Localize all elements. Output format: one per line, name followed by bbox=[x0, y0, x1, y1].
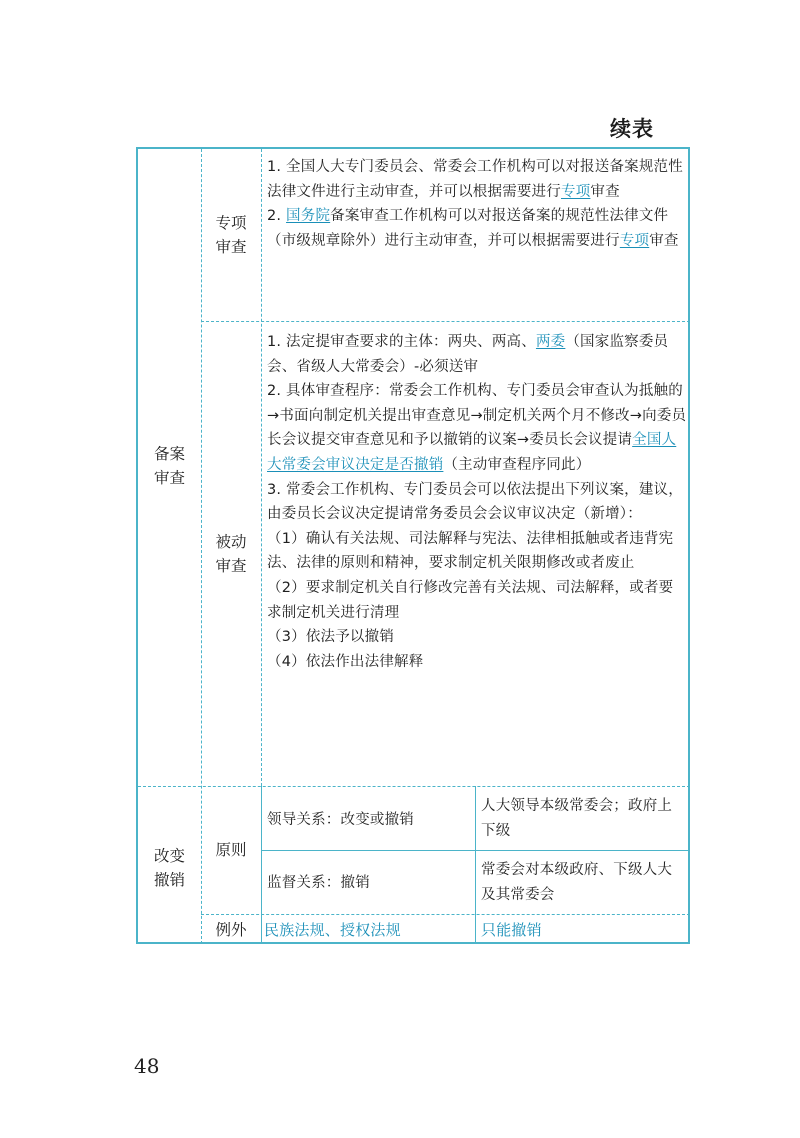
passive-sub-3: （3）依法予以撤销 bbox=[267, 629, 395, 646]
supervision-scope: 常委会对本级政府、下级人大及其常委会 bbox=[481, 862, 673, 903]
leadership-scope: 人大领导本级常委会；政府上下级 bbox=[481, 798, 673, 839]
page-number: 48 bbox=[134, 1054, 160, 1078]
row-divider-special bbox=[201, 321, 690, 322]
label-filing-review: 备案 审查 bbox=[153, 445, 185, 487]
passive-item-2: 2. 具体审查程序：常委会工作机构、专门委员会审查认为抵触的→书面向制定机关提出审查意见→制定机关两个月不修改→向委员长会议提交审查意见和予以撤销的议案→委员长会议提请全国人大常委会审议决定是否撤销（主动审查程序同此） bbox=[267, 383, 687, 473]
passive-item-3: 3. 常委会工作机构、专门委员会可以依法提出下列议案，建议，由委员长会议决定提请常务委员会会议审议决定（新增）： bbox=[267, 481, 683, 523]
link-npcsc-decision[interactable]: 全国人大常委会审议决定是否撤销 bbox=[267, 432, 677, 473]
link-special-2[interactable]: 专项 bbox=[619, 232, 650, 249]
exception-rule: 只能撤销 bbox=[481, 921, 542, 939]
special-review-content bbox=[267, 155, 687, 253]
leadership-relation: 领导关系：改变或撤销 bbox=[267, 812, 414, 828]
label-change-revoke: 改变 撤销 bbox=[153, 847, 185, 889]
row-divider-principle bbox=[261, 850, 690, 851]
link-special[interactable]: 专项 bbox=[561, 183, 591, 200]
passive-sub-4: （4）依法作出法律解释 bbox=[267, 653, 424, 670]
link-state-council[interactable]: 国务院 bbox=[286, 208, 331, 225]
row-divider-exception bbox=[201, 914, 690, 915]
label-principle: 原则 bbox=[215, 841, 247, 859]
special-item-2: 2. 国务院备案审查工作机构可以对报送备案的规范性法律文件（市级规章除外）进行主动审查，并可以根据需要进行专项审查 bbox=[267, 208, 679, 249]
col-divider-2 bbox=[261, 149, 262, 786]
supervision-relation: 监督关系：撤销 bbox=[267, 875, 370, 891]
special-item-1: 1. 全国人大专门委员会、常委会工作机构可以对报送备案规范性法律文件进行主动审查，并可以根据需要进行专项审查 bbox=[267, 159, 683, 200]
passive-sub-1: （1）确认有关法规、司法解释与宪法、法律相抵触或者违背宪法、法律的原则和精神，要求制定机关限期修改或者废止 bbox=[267, 530, 674, 572]
passive-review-content bbox=[267, 330, 687, 674]
row-divider-section bbox=[138, 786, 690, 787]
col-divider-2-solid bbox=[261, 786, 262, 944]
passive-item-1: 1. 法定提审查要求的主体：两央、两高、两委（国家监察委员会、省级人大常委会）-必须送审 bbox=[267, 334, 669, 375]
exception-items: 民族法规、授权法规 bbox=[264, 921, 401, 939]
link-two-committees[interactable]: 两委 bbox=[535, 334, 566, 350]
label-exception: 例外 bbox=[215, 921, 247, 939]
col-divider-3-solid bbox=[475, 786, 476, 944]
label-special-review: 专项 审查 bbox=[215, 214, 247, 256]
page-title: 续表 bbox=[610, 117, 654, 141]
label-passive-review: 被动 审查 bbox=[215, 533, 247, 575]
review-table bbox=[136, 147, 690, 944]
passive-sub-2: （2）要求制定机关自行修改完善有关法规、司法解释，或者要求制定机关进行清理 bbox=[267, 579, 674, 621]
